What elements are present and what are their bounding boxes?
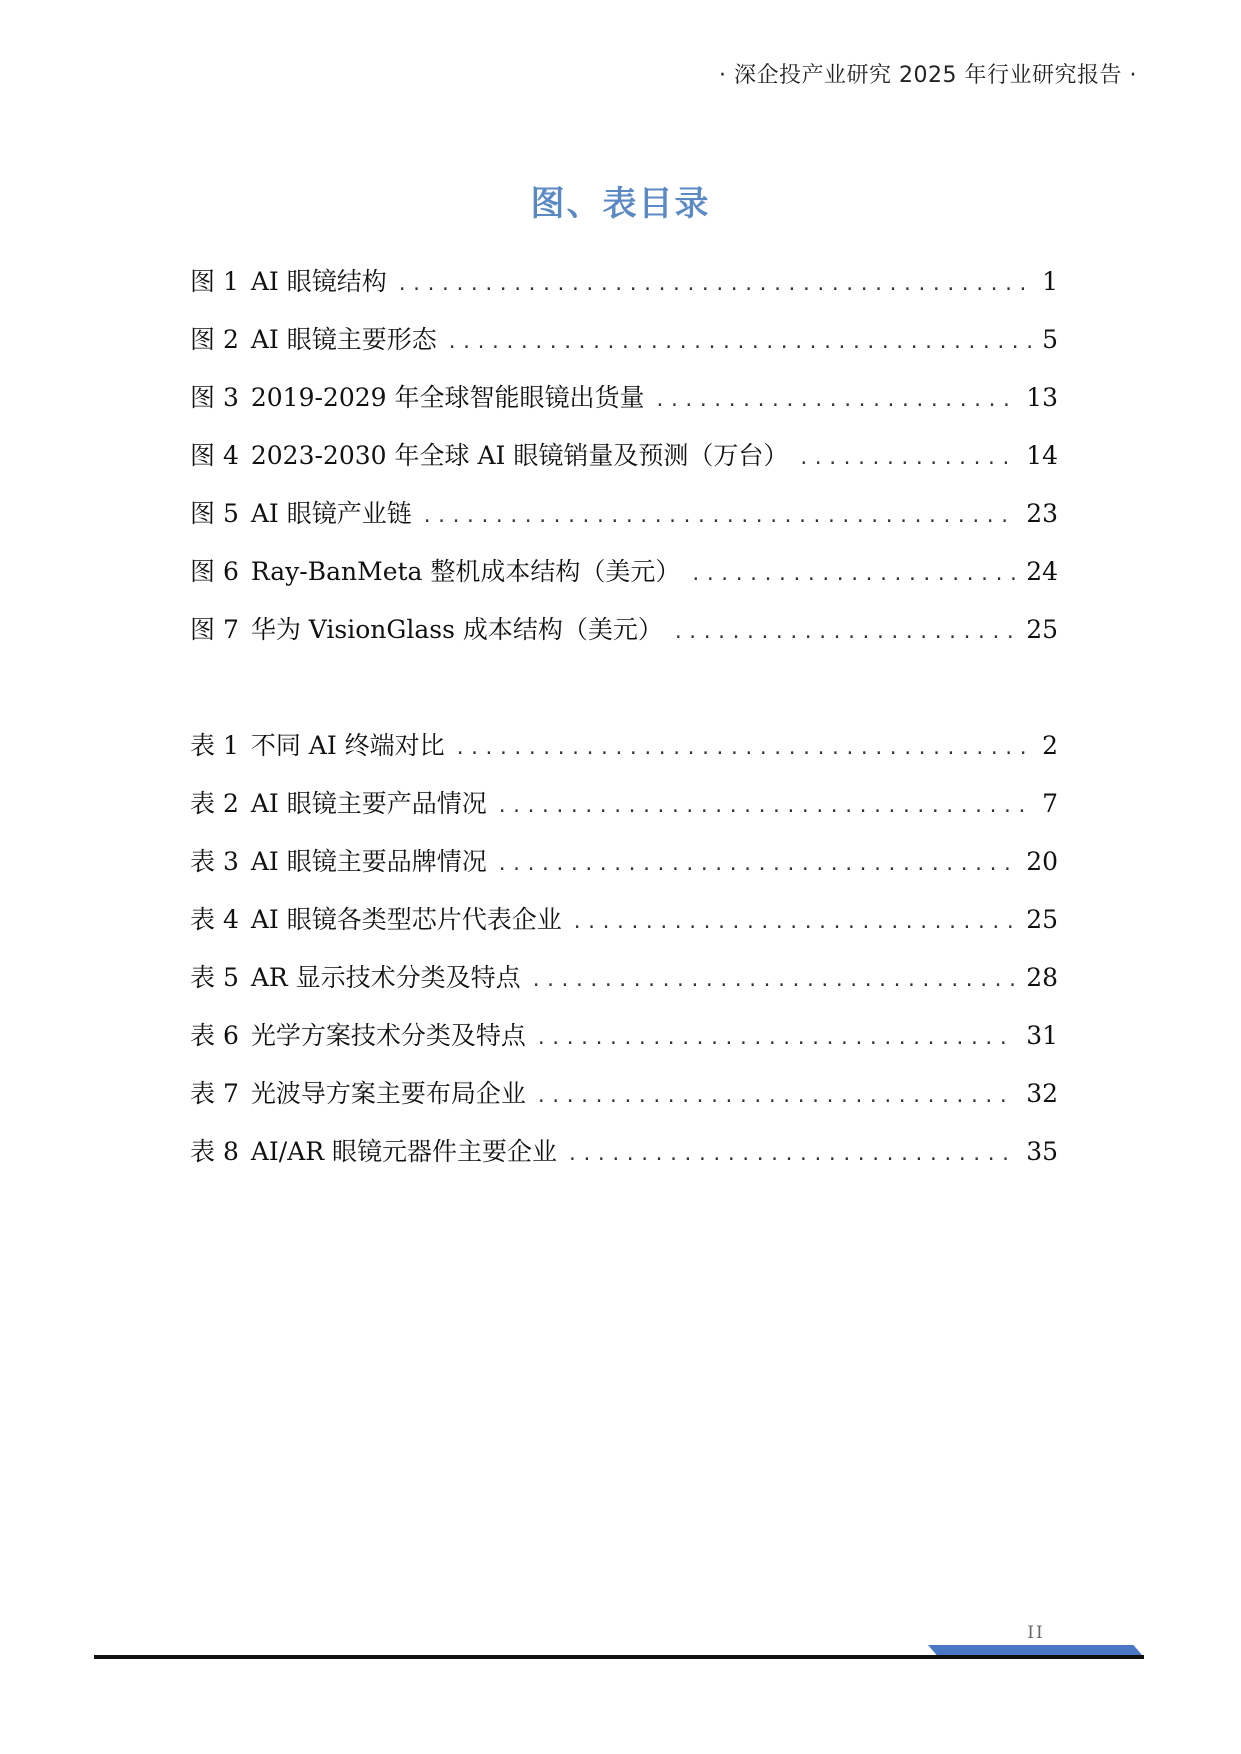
entry-page-number: 35 (1026, 1137, 1058, 1166)
entry-title: AI 眼镜各类型芯片代表企业 (250, 905, 562, 934)
entry-title: AR 显示技术分类及特点 (250, 963, 521, 992)
entry-title: AI/AR 眼镜元器件主要企业 (250, 1137, 558, 1166)
entry-number: 图 4 (190, 441, 239, 470)
entry-title: 2019-2029 年全球智能眼镜出货量 (250, 383, 645, 412)
entry-label (190, 1134, 557, 1170)
page-title: 图、表目录 (530, 184, 711, 224)
footer-accent-bar (928, 1645, 1142, 1655)
entry-number: 图 6 (190, 557, 239, 586)
entry-label (190, 1076, 526, 1112)
entry-label (190, 380, 645, 416)
entry-page-number: 7 (1042, 789, 1058, 818)
toc-entry-figure-5[interactable] (190, 496, 1058, 532)
entry-number: 表 8 (190, 1137, 239, 1166)
entry-number: 表 2 (190, 789, 239, 818)
entry-page-number: 23 (1026, 499, 1058, 528)
entry-title: 不同 AI 终端对比 (250, 731, 445, 760)
dot-leader (536, 1079, 1016, 1115)
dot-leader (397, 267, 1032, 303)
toc-entry-table-2[interactable] (190, 786, 1058, 822)
entry-label (190, 264, 387, 300)
dot-leader (497, 789, 1032, 825)
entry-page-number: 14 (1026, 441, 1058, 470)
toc-entry-table-3[interactable] (190, 844, 1058, 880)
entry-title: AI 眼镜主要品牌情况 (250, 847, 487, 876)
toc-entry-figure-4[interactable] (190, 438, 1058, 474)
toc-entry-figure-7[interactable] (190, 612, 1058, 648)
entry-page-number: 1 (1042, 267, 1058, 296)
entry-label (190, 786, 487, 822)
entry-label (190, 438, 788, 474)
entry-page-number: 28 (1026, 963, 1058, 992)
entry-number: 表 4 (190, 905, 239, 934)
dot-leader (690, 557, 1016, 593)
entry-title: 华为 VisionGlass 成本结构（美元） (250, 615, 663, 644)
toc-entry-table-6[interactable] (190, 1018, 1058, 1054)
entry-page-number: 2 (1042, 731, 1058, 760)
entry-label (190, 844, 487, 880)
dot-leader (673, 615, 1016, 651)
toc-entry-figure-1[interactable] (190, 264, 1058, 300)
entry-number: 表 1 (190, 731, 239, 760)
entry-number: 表 3 (190, 847, 239, 876)
toc-entry-table-7[interactable] (190, 1076, 1058, 1112)
toc-entry-table-4[interactable] (190, 902, 1058, 938)
entry-label (190, 960, 521, 996)
running-header: · 深企投产业研究 2025 年行业研究报告 · (719, 63, 1137, 88)
toc-entry-figure-2[interactable] (190, 322, 1058, 358)
entry-number: 表 6 (190, 1021, 239, 1050)
entry-title: AI 眼镜产业链 (250, 499, 412, 528)
dot-leader (497, 847, 1016, 883)
entry-title: Ray-BanMeta 整机成本结构（美元） (250, 557, 681, 586)
toc-entry-table-8[interactable] (190, 1134, 1058, 1170)
dot-leader (422, 499, 1016, 535)
toc-entry-table-1[interactable] (190, 728, 1058, 764)
toc-entry-figure-6[interactable] (190, 554, 1058, 590)
entry-number: 表 7 (190, 1079, 239, 1108)
dot-leader (531, 963, 1017, 999)
entry-label (190, 902, 562, 938)
entry-page-number: 25 (1026, 905, 1058, 934)
entry-page-number: 24 (1026, 557, 1058, 586)
entry-title: 光波导方案主要布局企业 (250, 1079, 526, 1108)
dot-leader (798, 441, 1016, 477)
entry-page-number: 31 (1026, 1021, 1058, 1050)
entry-title: AI 眼镜主要形态 (250, 325, 437, 354)
entry-number: 图 7 (190, 615, 239, 644)
footer-rule (94, 1655, 1144, 1659)
entry-label (190, 1018, 526, 1054)
entry-page-number: 13 (1026, 383, 1058, 412)
entry-number: 图 3 (190, 383, 239, 412)
entry-page-number: 5 (1042, 325, 1058, 354)
toc-entry-figure-3[interactable] (190, 380, 1058, 416)
entry-label (190, 728, 445, 764)
entry-title: AI 眼镜结构 (250, 267, 387, 296)
entry-number: 表 5 (190, 963, 239, 992)
entry-title: AI 眼镜主要产品情况 (250, 789, 487, 818)
dot-leader (655, 383, 1017, 419)
entry-page-number: 25 (1026, 615, 1058, 644)
page-number: II (1027, 1623, 1045, 1643)
entry-label (190, 496, 412, 532)
entry-label (190, 612, 663, 648)
entry-title: 2023-2030 年全球 AI 眼镜销量及预测（万台） (250, 441, 789, 470)
dot-leader (447, 325, 1032, 361)
entry-page-number: 20 (1026, 847, 1058, 876)
entry-number: 图 2 (190, 325, 239, 354)
dot-leader (536, 1021, 1016, 1057)
dot-leader (455, 731, 1032, 767)
entry-number: 图 5 (190, 499, 239, 528)
toc-entry-table-5[interactable] (190, 960, 1058, 996)
entry-title: 光学方案技术分类及特点 (250, 1021, 526, 1050)
dot-leader (567, 1137, 1016, 1173)
entry-label (190, 554, 680, 590)
dot-leader (572, 905, 1016, 941)
entry-page-number: 32 (1026, 1079, 1058, 1108)
entry-label (190, 322, 437, 358)
entry-number: 图 1 (190, 267, 239, 296)
